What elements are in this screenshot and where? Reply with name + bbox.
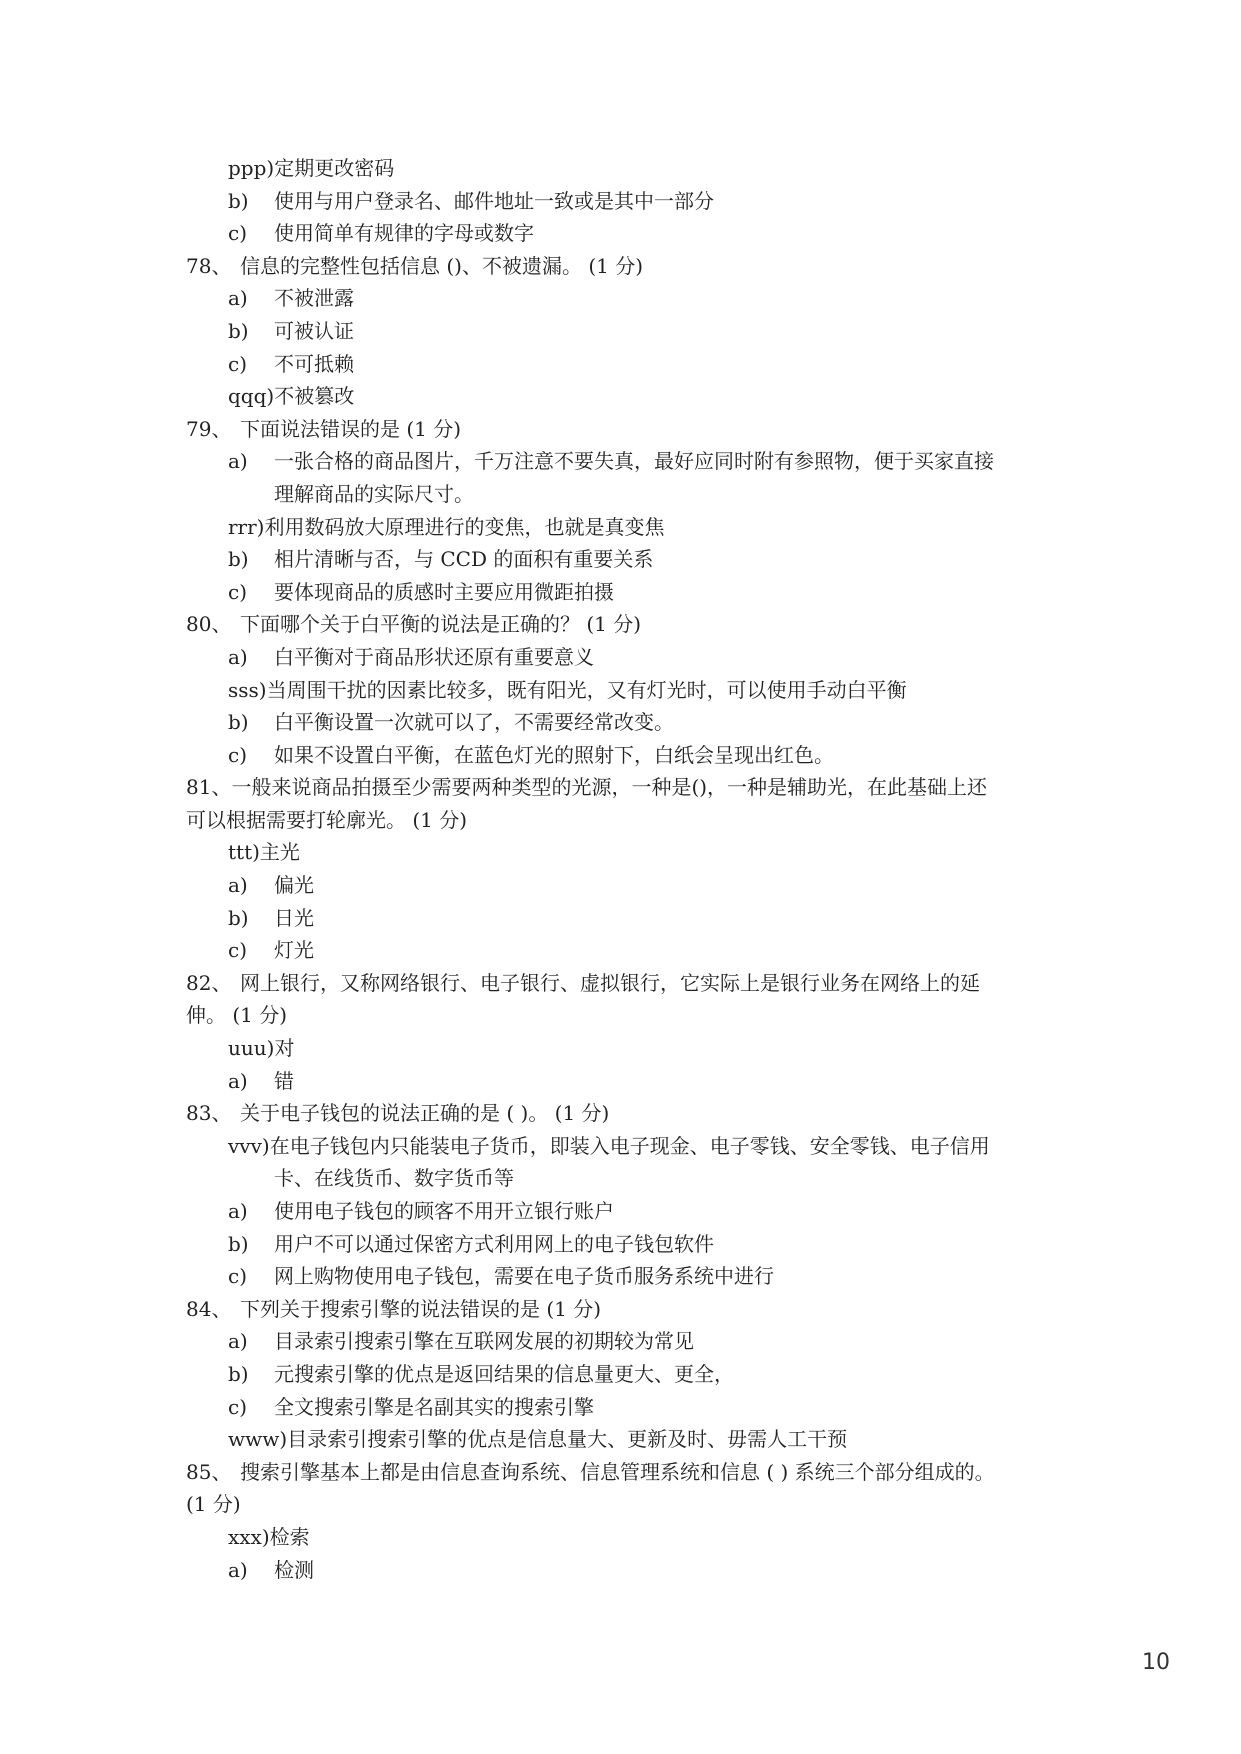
option-text: 使用与用户登录名、邮件地址一致或是其中一部分 [274, 188, 714, 213]
option-marker: b) [228, 905, 249, 930]
question-number: 83、 [186, 1101, 232, 1126]
question-continuation: (1 分) [186, 1492, 241, 1517]
option-line [186, 445, 1086, 478]
option-text: 主光 [259, 840, 300, 865]
option-marker: c) [228, 351, 248, 376]
option-marker: vvv) [228, 1133, 270, 1158]
option-line [186, 1358, 1086, 1391]
option-marker: c) [228, 221, 248, 246]
option-text: 相片清晰与否，与 CCD 的面积有重要关系 [274, 547, 654, 572]
option-line [186, 511, 1086, 544]
option-text: 要体现商品的质感时主要应用微距拍摄 [274, 579, 614, 604]
option-line [186, 1130, 1086, 1163]
option-line [186, 1195, 1086, 1228]
option-line [186, 543, 1086, 576]
question-line [186, 608, 1086, 641]
option-marker: b) [228, 547, 249, 572]
option-line [186, 1554, 1086, 1587]
option-marker: ttt) [228, 840, 260, 865]
option-marker: sss) [228, 677, 267, 702]
option-line [186, 1325, 1086, 1358]
option-text: 使用电子钱包的顾客不用开立银行账户 [274, 1199, 614, 1223]
option-text: 全文搜索引擎是名副其实的搜索引擎 [274, 1394, 594, 1419]
option-marker: c) [228, 742, 248, 767]
option-text: 用户不可以通过保密方式利用网上的电子钱包软件 [274, 1231, 714, 1256]
option-line [186, 282, 1086, 315]
document-body [186, 152, 1086, 1586]
question-text: 信息的完整性包括信息 ()、不被遗漏。 (1 分) [240, 253, 644, 278]
question-line [186, 967, 1086, 1000]
option-line [186, 315, 1086, 348]
option-marker: c) [228, 1264, 248, 1289]
option-line [186, 869, 1086, 902]
option-line [186, 1032, 1086, 1065]
option-text: 不被泄露 [274, 286, 354, 311]
option-text: 网上购物使用电子钱包，需要在电子货币服务系统中进行 [274, 1264, 774, 1289]
option-line [186, 348, 1086, 381]
option-marker: b) [228, 188, 249, 213]
option-text: 检测 [274, 1557, 314, 1582]
option-line [186, 185, 1086, 218]
option-marker: www) [228, 1427, 288, 1452]
question-continuation: 伸。 (1 分) [186, 1003, 288, 1028]
question-number: 78、 [186, 253, 232, 278]
option-line [186, 217, 1086, 250]
option-line [186, 1391, 1086, 1424]
option-text: 如果不设置白平衡，在蓝色灯光的照射下，白纸会呈现出红色。 [274, 742, 834, 767]
option-line [186, 1065, 1086, 1098]
option-marker: rrr) [228, 514, 265, 539]
question-text: 关于电子钱包的说法正确的是 ( )。 (1 分) [240, 1101, 610, 1126]
option-marker: c) [228, 938, 248, 963]
question-text: 搜索引擎基本上都是由信息查询系统、信息管理系统和信息 ( ) 系统三个部分组成的。 [240, 1459, 995, 1484]
question-text: 下面哪个关于白平衡的说法是正确的？ (1 分) [240, 612, 642, 637]
option-line [186, 1260, 1086, 1293]
question-text: 下面说法错误的是 (1 分) [240, 416, 462, 441]
option-text: 白平衡设置一次就可以了，不需要经常改变。 [274, 710, 674, 735]
option-marker: xxx) [228, 1524, 270, 1549]
option-marker: a) [228, 286, 248, 311]
question-line [186, 1456, 1086, 1489]
option-text: 检索 [269, 1524, 310, 1549]
option-text: 可被认证 [274, 318, 354, 343]
option-text: 不可抵赖 [274, 351, 354, 376]
option-line [186, 836, 1086, 869]
option-continuation: 理解商品的实际尺寸。 [274, 481, 474, 506]
option-marker: c) [228, 579, 248, 604]
question-text: 网上银行，又称网络银行、电子银行、虚拟银行，它实际上是银行业务在网络上的延 [240, 970, 980, 995]
option-text: 对 [274, 1036, 295, 1061]
question-continuation: 可以根据需要打轮廓光。 (1 分) [186, 807, 468, 832]
option-marker: b) [228, 710, 249, 735]
option-marker: a) [228, 1068, 248, 1093]
option-marker: ppp) [228, 156, 275, 180]
question-number: 80、 [186, 612, 232, 637]
question-line [186, 1293, 1086, 1326]
option-line [186, 1228, 1086, 1261]
option-line [186, 380, 1086, 413]
question-text: 一般来说商品拍摄至少需要两种类型的光源，一种是()，一种是辅助光，在此基础上还 [231, 775, 988, 800]
option-marker: b) [228, 1231, 249, 1256]
option-text: 目录索引搜索引擎的优点是信息量大、更新及时、毋需人工干预 [287, 1427, 848, 1452]
option-text: 不被篡改 [274, 384, 355, 409]
option-text: 元搜索引擎的优点是返回结果的信息量更大、更全， [274, 1361, 734, 1386]
option-text: 使用简单有规律的字母或数字 [274, 221, 534, 246]
option-line [186, 152, 1086, 185]
option-marker: a) [228, 449, 248, 474]
option-text: 在电子钱包内只能装电子货币，即装入电子现金、电子零钱、安全零钱、电子信用 [269, 1133, 990, 1158]
question-number: 82、 [186, 970, 232, 995]
question-line [186, 771, 1086, 804]
option-line [186, 902, 1086, 935]
option-text: 灯光 [274, 938, 314, 963]
option-text: 一张合格的商品图片，千万注意不要失真，最好应同时附有参照物，便于买家直接 [274, 449, 994, 474]
question-number: 81、 [186, 775, 232, 800]
option-text: 日光 [274, 905, 314, 930]
option-line [186, 1521, 1086, 1554]
option-line [186, 576, 1086, 609]
question-number: 84、 [186, 1296, 232, 1321]
option-line [186, 674, 1086, 707]
option-text: 当周围干扰的因素比较多，既有阳光，又有灯光时，可以使用手动白平衡 [266, 677, 907, 702]
page-number: 10 [1142, 1650, 1170, 1675]
option-text: 偏光 [274, 873, 314, 898]
option-text: 利用数码放大原理进行的变焦，也就是真变焦 [264, 514, 665, 539]
question-line [186, 250, 1086, 283]
option-continuation: 卡、在线货币、数字货币等 [274, 1166, 514, 1191]
question-number: 85、 [186, 1459, 232, 1484]
option-line [186, 934, 1086, 967]
option-marker: a) [228, 644, 248, 669]
question-line [186, 413, 1086, 446]
option-marker: qqq) [228, 384, 275, 409]
option-marker: uuu) [228, 1036, 275, 1061]
option-marker: a) [228, 1557, 248, 1582]
question-line [186, 1097, 1086, 1130]
option-text: 目录索引搜索引擎在互联网发展的初期较为常见 [274, 1329, 694, 1354]
option-text: 白平衡对于商品形状还原有重要意义 [274, 644, 594, 669]
option-text: 定期更改密码 [274, 156, 395, 180]
option-line [186, 641, 1086, 674]
option-marker: a) [228, 1329, 248, 1354]
option-marker: c) [228, 1394, 248, 1419]
option-line [186, 1423, 1086, 1456]
question-text: 下列关于搜索引擎的说法错误的是 (1 分) [240, 1296, 602, 1321]
option-marker: a) [228, 1199, 248, 1223]
option-line [186, 739, 1086, 772]
option-marker: b) [228, 318, 249, 343]
option-line [186, 706, 1086, 739]
option-text: 错 [274, 1068, 294, 1093]
option-marker: a) [228, 873, 248, 898]
option-marker: b) [228, 1361, 249, 1386]
question-number: 79、 [186, 416, 232, 441]
